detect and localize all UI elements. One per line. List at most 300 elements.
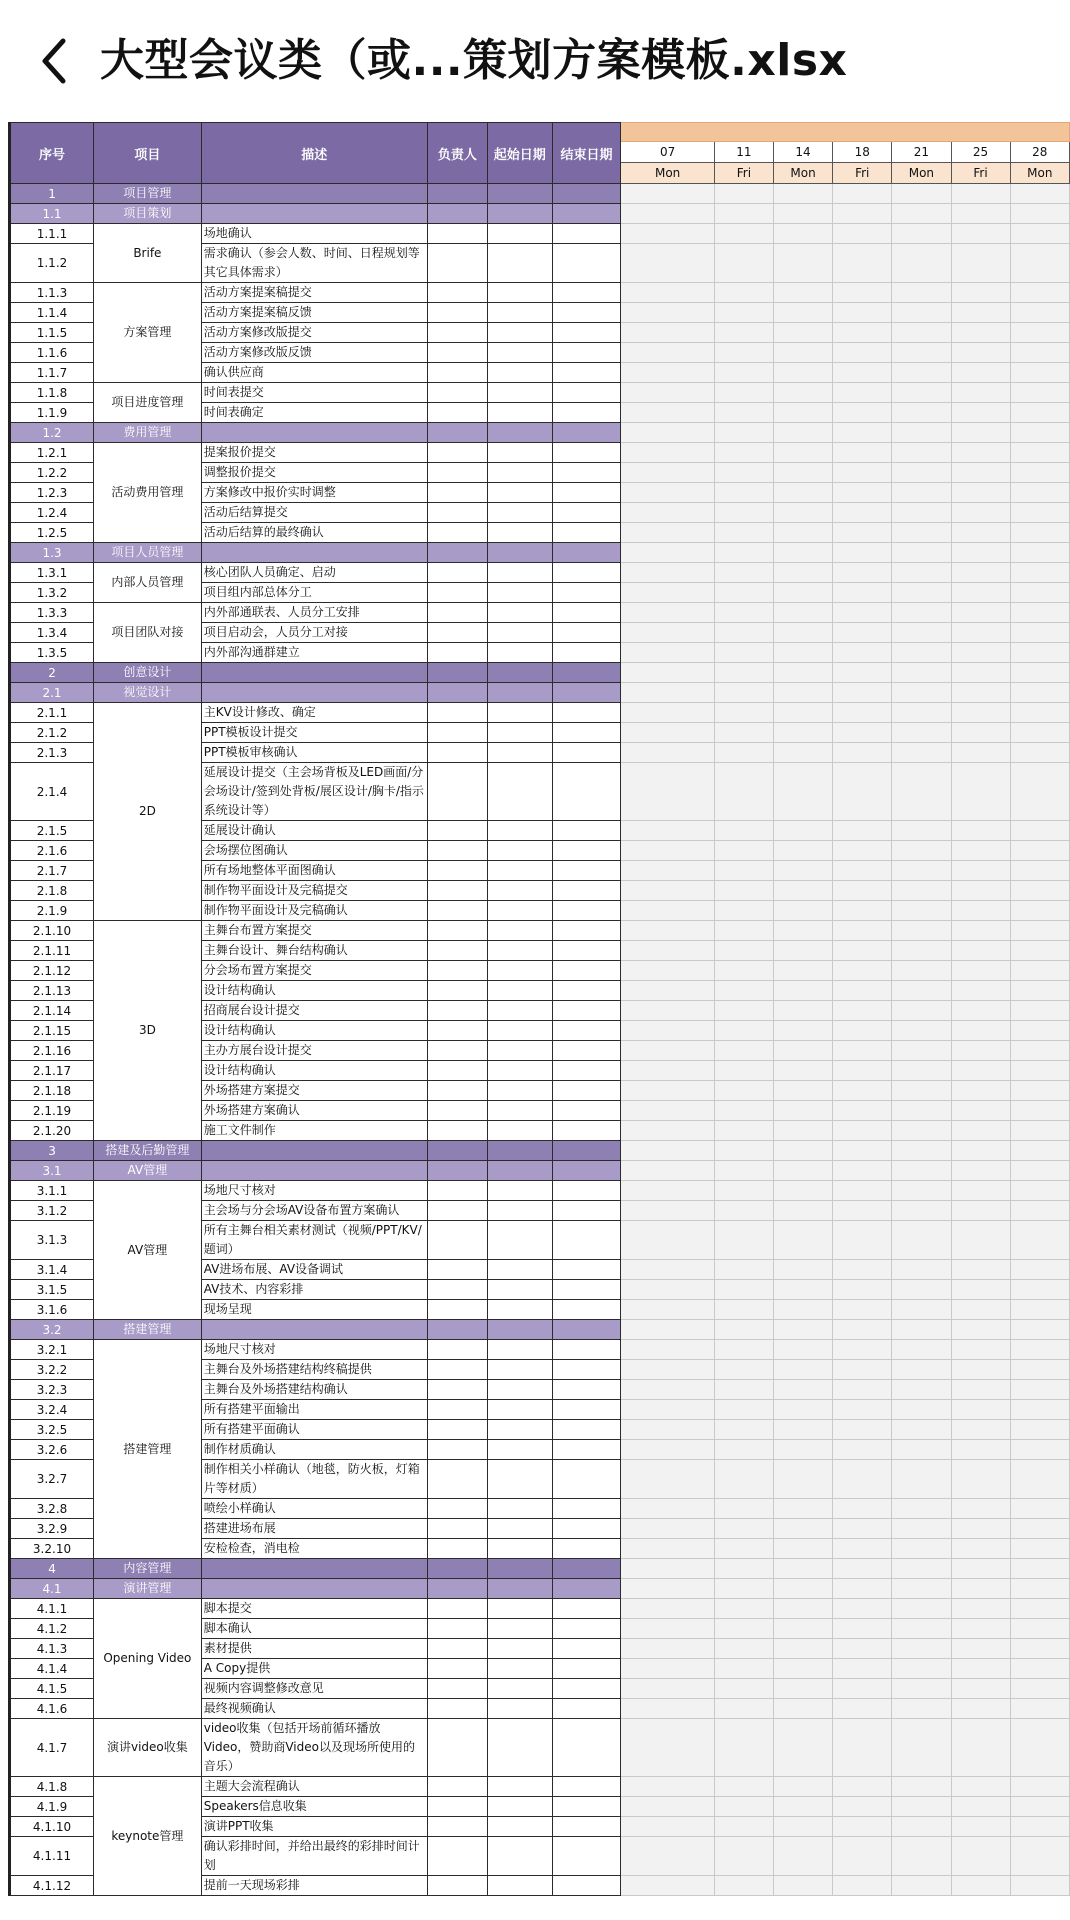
cell-desc[interactable]: 时间表确定	[201, 403, 427, 423]
cell-desc[interactable]: 内外部沟通群建立	[201, 643, 427, 663]
timeline-cell[interactable]	[714, 1679, 773, 1699]
cell-start[interactable]	[487, 1260, 552, 1280]
timeline-cell[interactable]	[1010, 423, 1069, 443]
timeline-cell[interactable]	[1010, 901, 1069, 921]
cell-owner[interactable]	[427, 981, 487, 1001]
timeline-cell[interactable]	[1010, 483, 1069, 503]
cell-start[interactable]	[487, 1679, 552, 1699]
timeline-cell[interactable]	[714, 583, 773, 603]
timeline-cell[interactable]	[951, 663, 1010, 683]
timeline-cell[interactable]	[1010, 1001, 1069, 1021]
cell-seq[interactable]: 3.2.1	[10, 1340, 94, 1360]
timeline-cell[interactable]	[714, 1777, 773, 1797]
cell-start[interactable]	[487, 543, 552, 563]
cell-start[interactable]	[487, 881, 552, 901]
cell-start[interactable]	[487, 1440, 552, 1460]
timeline-cell[interactable]	[833, 1579, 892, 1599]
cell-owner[interactable]	[427, 1460, 487, 1499]
cell-end[interactable]	[552, 1121, 621, 1141]
cell-seq[interactable]: 2.1.5	[10, 821, 94, 841]
timeline-cell[interactable]	[892, 1679, 951, 1699]
timeline-day[interactable]: 28	[1010, 142, 1069, 163]
timeline-cell[interactable]	[1010, 1719, 1069, 1777]
timeline-cell[interactable]	[833, 941, 892, 961]
cell-owner[interactable]	[427, 663, 487, 683]
timeline-cell[interactable]	[773, 1837, 832, 1876]
cell-owner[interactable]	[427, 204, 487, 224]
cell-owner[interactable]	[427, 1679, 487, 1699]
timeline-cell[interactable]	[714, 1280, 773, 1300]
timeline-day[interactable]: 07	[621, 142, 714, 163]
timeline-cell[interactable]	[714, 1579, 773, 1599]
timeline-cell[interactable]	[892, 1460, 951, 1499]
cell-seq[interactable]: 4.1.10	[10, 1817, 94, 1837]
cell-start[interactable]	[487, 1320, 552, 1340]
timeline-cell[interactable]	[714, 1121, 773, 1141]
timeline-cell[interactable]	[1010, 1519, 1069, 1539]
timeline-cell[interactable]	[621, 224, 714, 244]
cell-desc[interactable]: 所有场地整体平面图确认	[201, 861, 427, 881]
timeline-cell[interactable]	[714, 283, 773, 303]
timeline-cell[interactable]	[1010, 1777, 1069, 1797]
cell-start[interactable]	[487, 204, 552, 224]
cell-desc[interactable]: 制作材质确认	[201, 1440, 427, 1460]
cell-end[interactable]	[552, 563, 621, 583]
cell-end[interactable]	[552, 1181, 621, 1201]
cell-seq[interactable]: 3.2.8	[10, 1499, 94, 1519]
cell-owner[interactable]	[427, 1579, 487, 1599]
cell-end[interactable]	[552, 1161, 621, 1181]
cell-desc[interactable]: 项目组内部总体分工	[201, 583, 427, 603]
cell-end[interactable]	[552, 343, 621, 363]
cell-end[interactable]	[552, 743, 621, 763]
cell-owner[interactable]	[427, 1320, 487, 1340]
timeline-day[interactable]: 18	[833, 142, 892, 163]
timeline-cell[interactable]	[833, 1539, 892, 1559]
timeline-cell[interactable]	[621, 881, 714, 901]
cell-start[interactable]	[487, 1221, 552, 1260]
timeline-cell[interactable]	[621, 841, 714, 861]
timeline-cell[interactable]	[773, 1679, 832, 1699]
timeline-cell[interactable]	[951, 1021, 1010, 1041]
timeline-cell[interactable]	[892, 941, 951, 961]
cell-desc[interactable]: 制作相关小样确认（地毯，防火板，灯箱片等材质）	[201, 1460, 427, 1499]
timeline-cell[interactable]	[1010, 1559, 1069, 1579]
timeline-cell[interactable]	[714, 1499, 773, 1519]
cell-owner[interactable]	[427, 1837, 487, 1876]
cell-end[interactable]	[552, 881, 621, 901]
cell-owner[interactable]	[427, 224, 487, 244]
cell-owner[interactable]	[427, 383, 487, 403]
timeline-cell[interactable]	[892, 583, 951, 603]
timeline-cell[interactable]	[1010, 643, 1069, 663]
timeline-cell[interactable]	[773, 463, 832, 483]
timeline-cell[interactable]	[714, 1539, 773, 1559]
cell-start[interactable]	[487, 821, 552, 841]
cell-end[interactable]	[552, 1837, 621, 1876]
cell-project[interactable]: Opening Video	[94, 1599, 202, 1719]
cell-start[interactable]	[487, 224, 552, 244]
timeline-cell[interactable]	[1010, 1260, 1069, 1280]
timeline-cell[interactable]	[621, 1639, 714, 1659]
timeline-cell[interactable]	[951, 723, 1010, 743]
timeline-cell[interactable]	[714, 663, 773, 683]
timeline-cell[interactable]	[714, 184, 773, 204]
timeline-cell[interactable]	[773, 343, 832, 363]
timeline-cell[interactable]	[951, 1837, 1010, 1876]
timeline-weekday[interactable]: Fri	[714, 163, 773, 184]
timeline-cell[interactable]	[773, 1021, 832, 1041]
timeline-cell[interactable]	[1010, 1400, 1069, 1420]
timeline-cell[interactable]	[714, 1101, 773, 1121]
timeline-cell[interactable]	[951, 1280, 1010, 1300]
timeline-cell[interactable]	[621, 1021, 714, 1041]
cell-seq[interactable]: 4.1.4	[10, 1659, 94, 1679]
cell-desc[interactable]: PPT模板审核确认	[201, 743, 427, 763]
cell-end[interactable]	[552, 1599, 621, 1619]
cell-end[interactable]	[552, 1300, 621, 1320]
timeline-cell[interactable]	[833, 283, 892, 303]
cell-desc[interactable]: 主舞台及外场搭建结构终稿提供	[201, 1360, 427, 1380]
cell-owner[interactable]	[427, 1777, 487, 1797]
cell-project[interactable]: 3D	[94, 921, 202, 1141]
cell-seq[interactable]: 3.2.6	[10, 1440, 94, 1460]
timeline-cell[interactable]	[621, 343, 714, 363]
timeline-cell[interactable]	[1010, 1161, 1069, 1181]
cell-seq[interactable]: 3.1.3	[10, 1221, 94, 1260]
cell-end[interactable]	[552, 1141, 621, 1161]
timeline-cell[interactable]	[773, 623, 832, 643]
timeline-cell[interactable]	[621, 1101, 714, 1121]
cell-end[interactable]	[552, 1539, 621, 1559]
timeline-cell[interactable]	[621, 1499, 714, 1519]
timeline-cell[interactable]	[621, 1320, 714, 1340]
timeline-cell[interactable]	[833, 1260, 892, 1280]
cell-end[interactable]	[552, 303, 621, 323]
cell-owner[interactable]	[427, 1539, 487, 1559]
timeline-cell[interactable]	[1010, 563, 1069, 583]
timeline-cell[interactable]	[621, 901, 714, 921]
cell-start[interactable]	[487, 303, 552, 323]
cell-owner[interactable]	[427, 1280, 487, 1300]
timeline-cell[interactable]	[892, 1639, 951, 1659]
cell-end[interactable]	[552, 1579, 621, 1599]
timeline-cell[interactable]	[951, 283, 1010, 303]
cell-seq[interactable]: 4.1.2	[10, 1619, 94, 1639]
cell-start[interactable]	[487, 981, 552, 1001]
cell-project[interactable]: 2D	[94, 703, 202, 921]
cell-owner[interactable]	[427, 1360, 487, 1380]
cell-seq[interactable]: 3.1.2	[10, 1201, 94, 1221]
cell-desc[interactable]: 场地尺寸核对	[201, 1181, 427, 1201]
cell-start[interactable]	[487, 383, 552, 403]
timeline-cell[interactable]	[621, 523, 714, 543]
cell-owner[interactable]	[427, 643, 487, 663]
cell-seq[interactable]: 2.1.4	[10, 763, 94, 821]
timeline-cell[interactable]	[951, 204, 1010, 224]
cell-start[interactable]	[487, 1021, 552, 1041]
cell-project[interactable]: 活动费用管理	[94, 443, 202, 543]
timeline-cell[interactable]	[892, 523, 951, 543]
timeline-cell[interactable]	[951, 1817, 1010, 1837]
timeline-cell[interactable]	[773, 1041, 832, 1061]
timeline-cell[interactable]	[892, 1719, 951, 1777]
timeline-cell[interactable]	[892, 1837, 951, 1876]
cell-owner[interactable]	[427, 503, 487, 523]
cell-end[interactable]	[552, 901, 621, 921]
cell-seq[interactable]: 4.1.1	[10, 1599, 94, 1619]
timeline-cell[interactable]	[773, 1499, 832, 1519]
timeline-cell[interactable]	[833, 244, 892, 283]
timeline-cell[interactable]	[1010, 1360, 1069, 1380]
timeline-cell[interactable]	[1010, 1599, 1069, 1619]
timeline-cell[interactable]	[773, 743, 832, 763]
header-owner[interactable]: 负责人	[427, 123, 487, 184]
timeline-cell[interactable]	[621, 1221, 714, 1260]
cell-end[interactable]	[552, 603, 621, 623]
cell-seq[interactable]: 4.1.7	[10, 1719, 94, 1777]
cell-seq[interactable]: 3.1.5	[10, 1280, 94, 1300]
cell-desc[interactable]: 延展设计提交（主会场背板及LED画面/分会场设计/签到处背板/展区设计/胸卡/指示系统设计等）	[201, 763, 427, 821]
cell-desc[interactable]	[201, 1161, 427, 1181]
cell-owner[interactable]	[427, 723, 487, 743]
cell-end[interactable]	[552, 1876, 621, 1896]
timeline-cell[interactable]	[621, 283, 714, 303]
timeline-cell[interactable]	[951, 1777, 1010, 1797]
timeline-cell[interactable]	[951, 363, 1010, 383]
timeline-cell[interactable]	[1010, 1619, 1069, 1639]
timeline-cell[interactable]	[773, 603, 832, 623]
timeline-cell[interactable]	[951, 643, 1010, 663]
timeline-cell[interactable]	[892, 1340, 951, 1360]
timeline-cell[interactable]	[833, 1817, 892, 1837]
cell-start[interactable]	[487, 1300, 552, 1320]
timeline-cell[interactable]	[951, 841, 1010, 861]
timeline-cell[interactable]	[951, 1699, 1010, 1719]
cell-end[interactable]	[552, 523, 621, 543]
cell-start[interactable]	[487, 961, 552, 981]
cell-start[interactable]	[487, 323, 552, 343]
timeline-cell[interactable]	[892, 1519, 951, 1539]
timeline-cell[interactable]	[714, 1081, 773, 1101]
timeline-cell[interactable]	[1010, 961, 1069, 981]
cell-end[interactable]	[552, 1260, 621, 1280]
timeline-cell[interactable]	[1010, 663, 1069, 683]
spreadsheet[interactable]	[8, 122, 1070, 1920]
timeline-cell[interactable]	[621, 1719, 714, 1777]
timeline-cell[interactable]	[621, 861, 714, 881]
timeline-cell[interactable]	[773, 1300, 832, 1320]
cell-desc[interactable]: 场地尺寸核对	[201, 1340, 427, 1360]
timeline-cell[interactable]	[773, 523, 832, 543]
cell-owner[interactable]	[427, 1121, 487, 1141]
timeline-cell[interactable]	[951, 503, 1010, 523]
timeline-cell[interactable]	[833, 961, 892, 981]
timeline-cell[interactable]	[833, 1876, 892, 1896]
timeline-cell[interactable]	[951, 1081, 1010, 1101]
timeline-cell[interactable]	[714, 563, 773, 583]
timeline-cell[interactable]	[714, 821, 773, 841]
cell-start[interactable]	[487, 1837, 552, 1876]
timeline-cell[interactable]	[714, 403, 773, 423]
cell-end[interactable]	[552, 1679, 621, 1699]
header-seq[interactable]: 序号	[10, 123, 94, 184]
timeline-cell[interactable]	[892, 1420, 951, 1440]
cell-start[interactable]	[487, 1181, 552, 1201]
cell-owner[interactable]	[427, 1817, 487, 1837]
timeline-cell[interactable]	[1010, 763, 1069, 821]
timeline-cell[interactable]	[1010, 941, 1069, 961]
timeline-cell[interactable]	[773, 1876, 832, 1896]
cell-start[interactable]	[487, 1539, 552, 1559]
timeline-cell[interactable]	[951, 403, 1010, 423]
timeline-cell[interactable]	[714, 463, 773, 483]
cell-start[interactable]	[487, 1041, 552, 1061]
timeline-cell[interactable]	[1010, 1101, 1069, 1121]
cell-start[interactable]	[487, 1101, 552, 1121]
timeline-day[interactable]: 14	[773, 142, 832, 163]
timeline-cell[interactable]	[892, 244, 951, 283]
cell-desc[interactable]: 分会场布置方案提交	[201, 961, 427, 981]
cell-desc[interactable]: 主会场与分会场AV设备布置方案确认	[201, 1201, 427, 1221]
timeline-cell[interactable]	[714, 1659, 773, 1679]
cell-start[interactable]	[487, 1420, 552, 1440]
timeline-cell[interactable]	[714, 1440, 773, 1460]
timeline-cell[interactable]	[951, 861, 1010, 881]
cell-owner[interactable]	[427, 821, 487, 841]
cell-desc[interactable]: 设计结构确认	[201, 981, 427, 1001]
timeline-cell[interactable]	[892, 283, 951, 303]
timeline-cell[interactable]	[621, 1380, 714, 1400]
timeline-cell[interactable]	[833, 583, 892, 603]
timeline-cell[interactable]	[621, 821, 714, 841]
timeline-cell[interactable]	[833, 1599, 892, 1619]
cell-seq[interactable]: 4.1.11	[10, 1837, 94, 1876]
timeline-cell[interactable]	[951, 383, 1010, 403]
cell-seq[interactable]: 2.1.3	[10, 743, 94, 763]
timeline-cell[interactable]	[773, 483, 832, 503]
cell-seq[interactable]: 3.2.2	[10, 1360, 94, 1380]
timeline-cell[interactable]	[1010, 303, 1069, 323]
timeline-cell[interactable]	[714, 941, 773, 961]
timeline-cell[interactable]	[714, 1599, 773, 1619]
timeline-cell[interactable]	[951, 443, 1010, 463]
timeline-cell[interactable]	[773, 1777, 832, 1797]
timeline-day[interactable]: 11	[714, 142, 773, 163]
cell-desc[interactable]: 外场搭建方案确认	[201, 1101, 427, 1121]
cell-desc[interactable]	[201, 1320, 427, 1340]
timeline-cell[interactable]	[621, 1519, 714, 1539]
timeline-cell[interactable]	[1010, 1380, 1069, 1400]
cell-seq[interactable]: 2.1.19	[10, 1101, 94, 1121]
timeline-cell[interactable]	[1010, 861, 1069, 881]
timeline-cell[interactable]	[621, 184, 714, 204]
cell-seq[interactable]: 2.1.10	[10, 921, 94, 941]
cell-seq[interactable]: 2.1.13	[10, 981, 94, 1001]
timeline-cell[interactable]	[833, 1797, 892, 1817]
timeline-cell[interactable]	[773, 204, 832, 224]
timeline-cell[interactable]	[773, 1061, 832, 1081]
cell-start[interactable]	[487, 1659, 552, 1679]
timeline-cell[interactable]	[1010, 981, 1069, 1001]
timeline-cell[interactable]	[621, 1876, 714, 1896]
cell-end[interactable]	[552, 961, 621, 981]
cell-project[interactable]: AV管理	[94, 1181, 202, 1320]
cell-start[interactable]	[487, 663, 552, 683]
timeline-cell[interactable]	[892, 1260, 951, 1280]
cell-project[interactable]: 搭建及后勤管理	[94, 1141, 202, 1161]
cell-seq[interactable]: 1.1	[10, 204, 94, 224]
timeline-cell[interactable]	[773, 861, 832, 881]
timeline-cell[interactable]	[773, 1797, 832, 1817]
cell-owner[interactable]	[427, 703, 487, 723]
cell-seq[interactable]: 1	[10, 184, 94, 204]
cell-end[interactable]	[552, 1659, 621, 1679]
timeline-cell[interactable]	[833, 323, 892, 343]
timeline-cell[interactable]	[773, 224, 832, 244]
timeline-cell[interactable]	[714, 841, 773, 861]
timeline-cell[interactable]	[621, 1619, 714, 1639]
cell-seq[interactable]: 1.2	[10, 423, 94, 443]
timeline-cell[interactable]	[951, 343, 1010, 363]
cell-seq[interactable]: 3.2.10	[10, 1539, 94, 1559]
timeline-cell[interactable]	[951, 563, 1010, 583]
timeline-cell[interactable]	[833, 1001, 892, 1021]
cell-seq[interactable]: 1.1.2	[10, 244, 94, 283]
cell-end[interactable]	[552, 1400, 621, 1420]
cell-owner[interactable]	[427, 1380, 487, 1400]
timeline-cell[interactable]	[1010, 583, 1069, 603]
cell-start[interactable]	[487, 643, 552, 663]
timeline-cell[interactable]	[833, 921, 892, 941]
timeline-cell[interactable]	[773, 1181, 832, 1201]
timeline-cell[interactable]	[714, 1460, 773, 1499]
cell-seq[interactable]: 3	[10, 1141, 94, 1161]
timeline-cell[interactable]	[833, 1280, 892, 1300]
cell-seq[interactable]: 3.2.3	[10, 1380, 94, 1400]
timeline-cell[interactable]	[1010, 703, 1069, 723]
cell-end[interactable]	[552, 503, 621, 523]
timeline-cell[interactable]	[773, 663, 832, 683]
cell-end[interactable]	[552, 1460, 621, 1499]
timeline-weekday[interactable]: Mon	[773, 163, 832, 184]
timeline-cell[interactable]	[833, 1699, 892, 1719]
timeline-cell[interactable]	[892, 623, 951, 643]
timeline-cell[interactable]	[951, 821, 1010, 841]
timeline-cell[interactable]	[1010, 1280, 1069, 1300]
cell-desc[interactable]: 主舞台及外场搭建结构确认	[201, 1380, 427, 1400]
timeline-cell[interactable]	[621, 1400, 714, 1420]
timeline-cell[interactable]	[1010, 821, 1069, 841]
cell-start[interactable]	[487, 1201, 552, 1221]
timeline-cell[interactable]	[833, 1659, 892, 1679]
cell-project[interactable]: 方案管理	[94, 283, 202, 383]
cell-desc[interactable]: 活动方案修改版提交	[201, 323, 427, 343]
cell-end[interactable]	[552, 1619, 621, 1639]
cell-seq[interactable]: 2.1.17	[10, 1061, 94, 1081]
timeline-cell[interactable]	[1010, 1141, 1069, 1161]
cell-start[interactable]	[487, 1876, 552, 1896]
timeline-cell[interactable]	[621, 1201, 714, 1221]
timeline-cell[interactable]	[892, 1817, 951, 1837]
cell-seq[interactable]: 3.2.9	[10, 1519, 94, 1539]
cell-end[interactable]	[552, 1360, 621, 1380]
timeline-cell[interactable]	[892, 1400, 951, 1420]
timeline-cell[interactable]	[714, 763, 773, 821]
timeline-cell[interactable]	[714, 723, 773, 743]
timeline-cell[interactable]	[1010, 723, 1069, 743]
timeline-cell[interactable]	[714, 901, 773, 921]
